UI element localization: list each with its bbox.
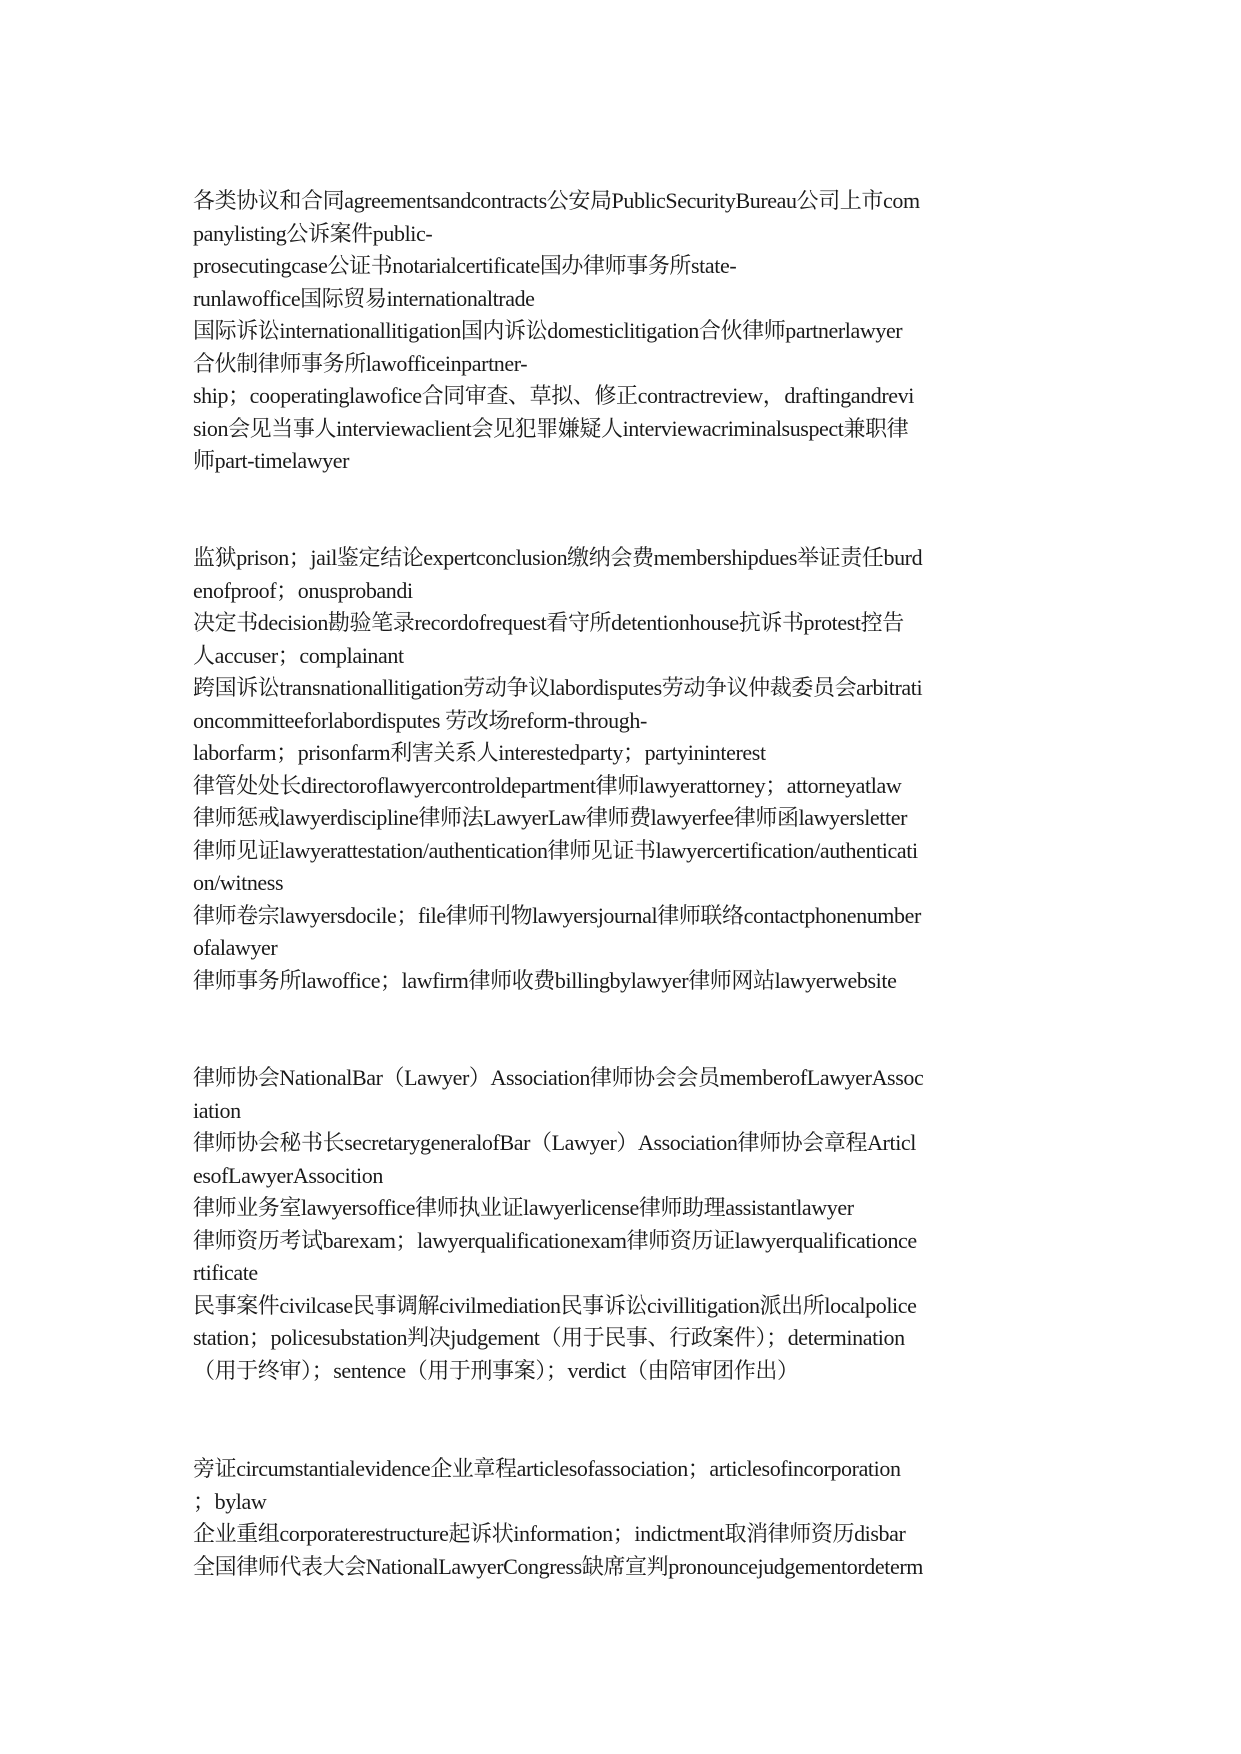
text-line: 决定书decision勘验笔录recordofrequest看守所detentionhouse抗诉书protest控告	[193, 610, 904, 635]
text-line: 跨国诉讼transnationallitigation劳动争议labordisputes劳动争议仲裁委员会arbitrati	[193, 675, 923, 700]
text-line: rtificate	[193, 1260, 258, 1285]
text-line: ；bylaw	[193, 1488, 267, 1514]
text-line: prosecutingcase公证书notarialcertificate国办律师事务所state-	[193, 253, 737, 278]
paragraph-2	[193, 542, 1053, 997]
text-line: 律师业务室lawyersoffice律师执业证lawyerlicense律师助理assistantlawyer	[193, 1195, 854, 1220]
text-line: 各类协议和合同agreementsandcontracts公安局PublicSecurityBureau公司上市com	[193, 188, 920, 213]
text-line: 全国律师代表大会NationalLawyerCongress缺席宣判pronouncejudgementordeterm	[193, 1553, 923, 1579]
text-line: panylisting公诉案件public-	[193, 220, 433, 246]
text-line: runlawoffice国际贸易internationaltrade	[193, 285, 535, 311]
text-line: 律师协会秘书长secretarygeneralofBar（Lawyer）Association律师协会章程Articl	[193, 1130, 916, 1155]
text-line: oncommitteeforlabordisputes 劳改场reform-through-	[193, 707, 647, 733]
text-line: 律师资历考试barexam；lawyerqualificationexam律师资历证lawyerqualificationce	[193, 1227, 917, 1253]
text-line: 律师惩戒lawyerdiscipline律师法LawyerLaw律师费lawyerfee律师函lawyersletter	[193, 805, 907, 830]
text-line: 律管处处长directoroflawyercontroldepartment律师lawyerattorney；attorneyatlaw	[193, 772, 902, 798]
text-line: sion会见当事人interviewaclient会见犯罪嫌疑人interviewacriminalsuspect兼职律	[193, 415, 909, 441]
text-line: 企业重组corporaterestructure起诉状information；indictment取消律师资历disbar	[193, 1521, 906, 1546]
text-line: 民事案件civilcase民事调解civilmediation民事诉讼civillitigation派出所localpolice	[193, 1292, 917, 1318]
text-line: （用于终审）；sentence（用于刑事案）；verdict（由陪审团作出）	[193, 1357, 799, 1383]
paragraph-4	[193, 1453, 1053, 1583]
text-line: 人accuser；complainant	[193, 642, 404, 668]
text-line: on/witness	[193, 870, 284, 895]
text-line: 合伙制律师事务所lawofficeinpartner-	[193, 350, 528, 376]
paragraph-3	[193, 1062, 1053, 1387]
text-line: 监狱prison；jail鉴定结论expertconclusion缴纳会费membershipdues举证责任burd	[193, 545, 923, 570]
text-line: iation	[193, 1097, 241, 1123]
text-line: 旁证circumstantialevidence企业章程articlesofassociation；articlesofincorporation	[193, 1456, 901, 1481]
text-line: 律师卷宗lawyersdocile；file律师刊物lawyersjournal律师联络contactphonenumber	[193, 902, 921, 928]
text-line: ofalawyer	[193, 935, 278, 960]
text-line: station；policesubstation判决judgement（用于民事、行政案件）；determination	[193, 1325, 905, 1350]
text-line: laborfarm；prisonfarm利害关系人interestedparty；partyininterest	[193, 740, 766, 765]
text-line: ship；cooperatinglawofice合同审查、草拟、修正contractreview，draftingandrevi	[193, 383, 914, 408]
text-line: 律师协会NationalBar（Lawyer）Association律师协会会员memberofLawyerAssoc	[193, 1065, 924, 1090]
text-line: 师part-timelawyer	[193, 448, 350, 473]
text-line: enofproof；onusprobandi	[193, 577, 413, 603]
paragraph-1	[193, 185, 1053, 478]
text-line: 律师事务所lawoffice；lawfirm律师收费billingbylawyer律师网站lawyerwebsite	[193, 967, 897, 993]
text-line: 律师见证lawyerattestation/authentication律师见证书lawyercertification/authenticati	[193, 837, 918, 863]
text-line: esofLawyerAssocition	[193, 1162, 383, 1188]
text-line: 国际诉讼internationallitigation国内诉讼domesticlitigation合伙律师partnerlawyer	[193, 318, 903, 343]
